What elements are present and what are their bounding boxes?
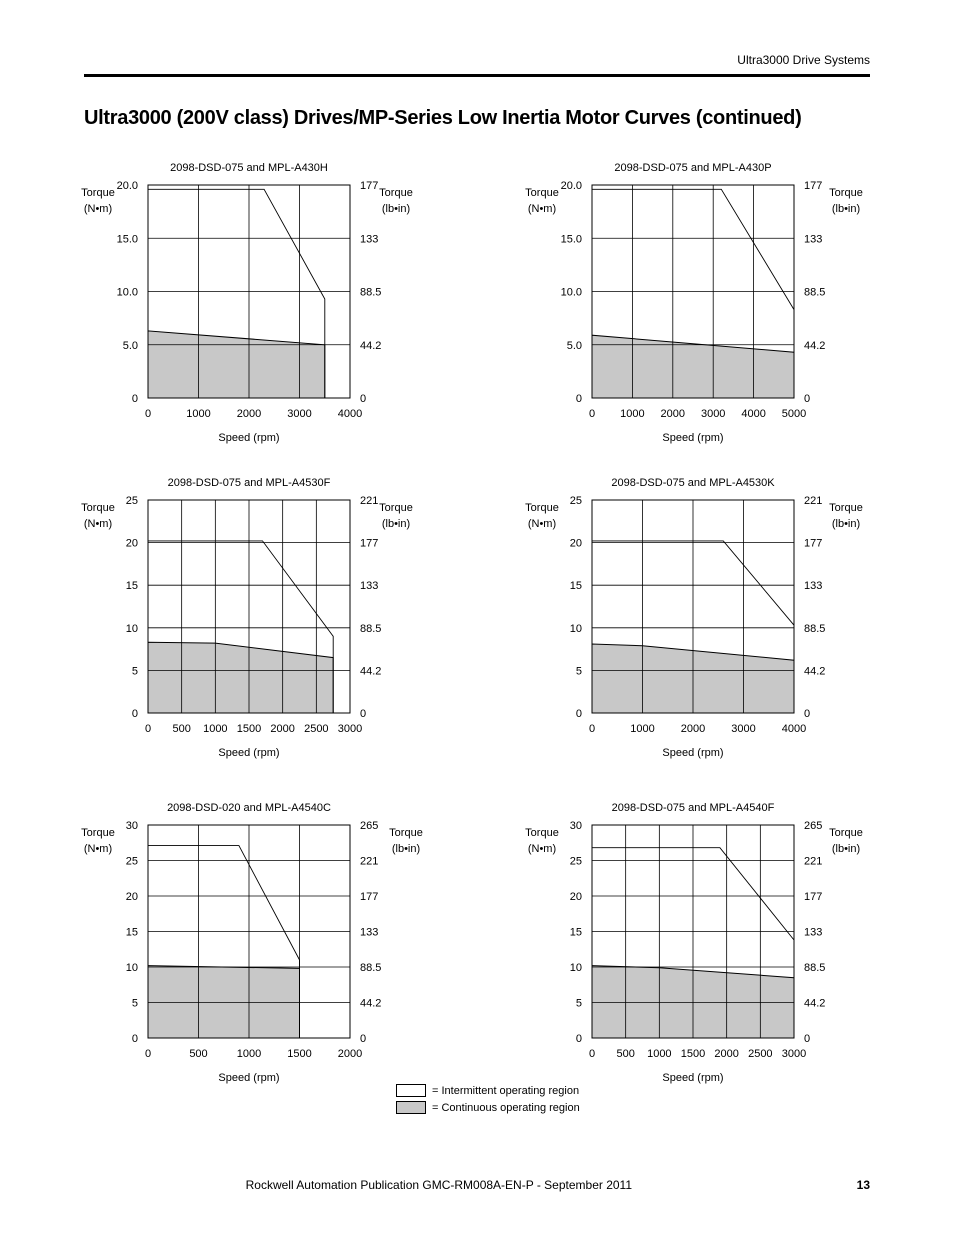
y-tick-label-right: 0 [360, 708, 367, 720]
y-tick-label-right: 265 [360, 820, 379, 832]
y-tick-label-left: 10.0 [116, 286, 138, 299]
x-tick-label: 1500 [680, 1048, 706, 1060]
y-tick-label-right: 44.2 [360, 997, 382, 1010]
intermittent-label: = Intermittent operating region [432, 1084, 580, 1097]
chart-a4530f [80, 470, 420, 765]
y-axis-label-right-unit: (lb•in) [391, 843, 421, 855]
y-axis-label-right: Torque [379, 502, 413, 514]
y-tick-label-right: 44.2 [360, 665, 382, 678]
y-tick-label-right: 221 [804, 495, 823, 507]
x-axis-label: Speed (rpm) [218, 1072, 280, 1084]
continuous-swatch [396, 1101, 426, 1114]
chart-title: 2098-DSD-075 and MPL-A430H [170, 162, 328, 174]
y-tick-label-left: 15 [125, 926, 138, 939]
x-tick-label: 4000 [781, 723, 807, 735]
x-tick-label: 1500 [287, 1048, 312, 1060]
x-tick-label: 1500 [236, 723, 262, 735]
x-tick-label: 500 [172, 723, 191, 735]
y-tick-label-right: 88.5 [804, 286, 826, 299]
x-tick-label: 0 [588, 1048, 596, 1060]
x-tick-label: 3000 [731, 723, 756, 735]
y-axis-label-left-unit: (N•m) [527, 518, 557, 530]
x-tick-label: 4000 [741, 408, 766, 420]
y-tick-label-left: 20 [125, 537, 138, 550]
y-axis-label-right-unit: (lb•in) [831, 843, 861, 855]
y-axis-label-right: Torque [829, 827, 863, 839]
x-axis-label: Speed (rpm) [218, 432, 280, 444]
y-tick-label-left: 0 [575, 393, 582, 405]
y-tick-label-right: 88.5 [360, 622, 382, 635]
y-tick-label-right: 44.2 [804, 339, 826, 352]
footer-publication: Rockwell Automation Publication GMC-RM008A-EN-P - September 2011 [245, 1178, 632, 1192]
y-axis-label-left: Torque [525, 187, 559, 199]
x-tick-label: 1000 [203, 723, 228, 735]
y-tick-label-left: 5.0 [122, 339, 138, 352]
y-tick-label-right: 0 [360, 393, 367, 405]
x-tick-label: 1000 [630, 723, 655, 735]
chart-a4530k [524, 470, 870, 765]
y-tick-label-right: 0 [804, 1033, 811, 1045]
y-tick-label-left: 25 [125, 855, 138, 868]
legend-continuous [396, 1099, 580, 1116]
y-tick-label-right: 44.2 [804, 665, 826, 678]
chart-title: 2098-DSD-075 and MPL-A4530K [611, 477, 775, 489]
x-axis-label: Speed (rpm) [662, 747, 724, 759]
y-tick-label-left: 0 [131, 1033, 138, 1045]
x-axis-label: Speed (rpm) [662, 1072, 724, 1084]
y-axis-label-right-unit: (lb•in) [831, 203, 861, 215]
y-tick-label-right: 0 [360, 1033, 367, 1045]
y-tick-label-left: 15.0 [560, 233, 582, 246]
y-tick-label-right: 44.2 [360, 339, 382, 352]
x-tick-label: 2500 [748, 1048, 773, 1060]
y-axis-label-left: Torque [81, 187, 115, 199]
y-tick-label-left: 0 [575, 1033, 582, 1045]
chart-a4540f [524, 795, 870, 1090]
y-tick-label-right: 177 [360, 180, 379, 192]
x-tick-label: 1000 [647, 1048, 672, 1060]
chart-title: 2098-DSD-075 and MPL-A430P [614, 162, 772, 174]
y-tick-label-right: 133 [804, 233, 823, 246]
x-tick-label: 2000 [337, 1048, 363, 1060]
y-tick-label-left: 25 [569, 855, 582, 868]
y-tick-label-left: 5 [575, 665, 582, 678]
x-tick-label: 3000 [287, 408, 312, 420]
x-tick-label: 2000 [660, 408, 686, 420]
x-tick-label: 2500 [304, 723, 329, 735]
y-tick-label-right: 0 [804, 708, 811, 720]
y-tick-label-right: 133 [804, 580, 823, 593]
x-tick-label: 2000 [680, 723, 706, 735]
y-tick-label-left: 0 [575, 708, 582, 720]
y-tick-label-left: 15 [125, 580, 138, 593]
y-tick-label-right: 221 [360, 495, 379, 507]
x-tick-label: 500 [616, 1048, 635, 1060]
x-tick-label: 3000 [781, 1048, 807, 1060]
y-tick-label-left: 10 [569, 622, 582, 635]
y-tick-label-left: 5 [131, 997, 138, 1010]
y-tick-label-right: 221 [804, 855, 823, 868]
y-tick-label-right: 133 [360, 926, 379, 939]
y-tick-label-left: 10 [569, 962, 582, 974]
y-tick-label-right: 44.2 [804, 997, 826, 1010]
y-tick-label-left: 5.0 [566, 339, 582, 352]
y-tick-label-left: 20.0 [116, 180, 138, 192]
page-number: 13 [856, 1178, 870, 1192]
x-tick-label: 500 [189, 1048, 208, 1060]
y-tick-label-left: 30 [569, 820, 582, 832]
continuous-region [148, 331, 325, 398]
section-title: Ultra3000 Drive Systems [737, 53, 870, 67]
y-axis-label-right-unit: (lb•in) [381, 518, 411, 530]
y-tick-label-left: 20 [569, 891, 582, 903]
y-axis-label-left: Torque [525, 827, 559, 839]
x-tick-label: 0 [588, 723, 596, 735]
x-tick-label: 0 [144, 723, 152, 735]
x-axis-label: Speed (rpm) [662, 432, 724, 444]
y-tick-label-right: 88.5 [360, 286, 382, 299]
y-tick-label-left: 15 [569, 580, 582, 593]
y-tick-label-left: 0 [131, 393, 138, 405]
y-tick-label-right: 88.5 [804, 622, 826, 635]
x-tick-label: 1000 [620, 408, 645, 420]
chart-title: 2098-DSD-075 and MPL-A4540F [611, 802, 775, 814]
x-tick-label: 5000 [781, 408, 807, 420]
y-tick-label-left: 5 [131, 665, 138, 678]
y-tick-label-left: 20 [125, 891, 138, 903]
y-tick-label-left: 20 [569, 537, 582, 550]
y-tick-label-left: 15.0 [116, 233, 138, 246]
x-tick-label: 4000 [337, 408, 363, 420]
x-tick-label: 0 [144, 408, 152, 420]
y-tick-label-right: 265 [804, 820, 823, 832]
y-tick-label-left: 30 [125, 820, 138, 832]
y-tick-label-left: 15 [569, 926, 582, 939]
y-tick-label-left: 20.0 [560, 180, 582, 192]
y-axis-label-left-unit: (N•m) [527, 843, 557, 855]
chart-a430h [80, 155, 420, 450]
y-axis-label-left: Torque [525, 502, 559, 514]
y-axis-label-right: Torque [379, 187, 413, 199]
legend-intermittent [396, 1082, 580, 1099]
y-axis-label-left-unit: (N•m) [527, 203, 557, 215]
y-axis-label-left: Torque [81, 827, 115, 839]
y-axis-label-left-unit: (N•m) [83, 203, 113, 215]
x-axis-label: Speed (rpm) [218, 747, 280, 759]
chart-title: 2098-DSD-020 and MPL-A4540C [167, 802, 331, 814]
x-tick-label: 1000 [236, 1048, 262, 1060]
chart-a430p [524, 155, 870, 450]
y-axis-label-left-unit: (N•m) [83, 518, 113, 530]
y-tick-label-right: 88.5 [360, 962, 382, 974]
continuous-label: = Continuous operating region [432, 1101, 580, 1114]
y-tick-label-right: 133 [804, 926, 823, 939]
y-tick-label-right: 177 [360, 891, 379, 903]
y-tick-label-right: 133 [360, 233, 379, 246]
y-tick-label-left: 0 [131, 708, 138, 720]
page-title: Ultra3000 (200V class) Drives/MP-Series Low Inertia Motor Curves (continued) [84, 107, 802, 129]
chart-title: 2098-DSD-075 and MPL-A4530F [167, 477, 331, 489]
continuous-region [148, 966, 300, 1038]
x-tick-label: 3000 [700, 408, 726, 420]
y-tick-label-left: 10 [125, 622, 138, 635]
x-tick-label: 0 [144, 1048, 152, 1060]
y-axis-label-left: Torque [81, 502, 115, 514]
x-tick-label: 2000 [236, 408, 262, 420]
intermittent-swatch [396, 1084, 426, 1097]
continuous-region [148, 642, 333, 713]
y-tick-label-right: 177 [804, 180, 823, 192]
y-tick-label-left: 25 [125, 495, 138, 507]
x-tick-label: 2000 [270, 723, 295, 735]
y-tick-label-right: 177 [804, 891, 823, 903]
y-tick-label-right: 177 [804, 537, 823, 550]
y-tick-label-right: 88.5 [804, 962, 826, 974]
x-tick-label: 3000 [337, 723, 363, 735]
x-tick-label: 1000 [186, 408, 211, 420]
y-axis-label-right: Torque [829, 187, 863, 199]
y-axis-label-left-unit: (N•m) [83, 843, 113, 855]
x-tick-label: 2000 [714, 1048, 739, 1060]
y-tick-label-right: 133 [360, 580, 379, 593]
y-tick-label-left: 5 [575, 997, 582, 1010]
x-tick-label: 0 [588, 408, 596, 420]
y-tick-label-right: 177 [360, 537, 379, 550]
y-tick-label-right: 0 [804, 393, 811, 405]
chart-a4540c [80, 795, 430, 1090]
y-axis-label-right-unit: (lb•in) [381, 203, 411, 215]
y-axis-label-right: Torque [829, 502, 863, 514]
y-tick-label-left: 10 [125, 962, 138, 974]
header-divider [84, 74, 870, 77]
y-tick-label-left: 25 [569, 495, 582, 507]
y-tick-label-left: 10.0 [560, 286, 582, 299]
y-axis-label-right-unit: (lb•in) [831, 518, 861, 530]
y-axis-label-right: Torque [389, 827, 423, 839]
legend [396, 1082, 580, 1116]
y-tick-label-right: 221 [360, 855, 379, 868]
